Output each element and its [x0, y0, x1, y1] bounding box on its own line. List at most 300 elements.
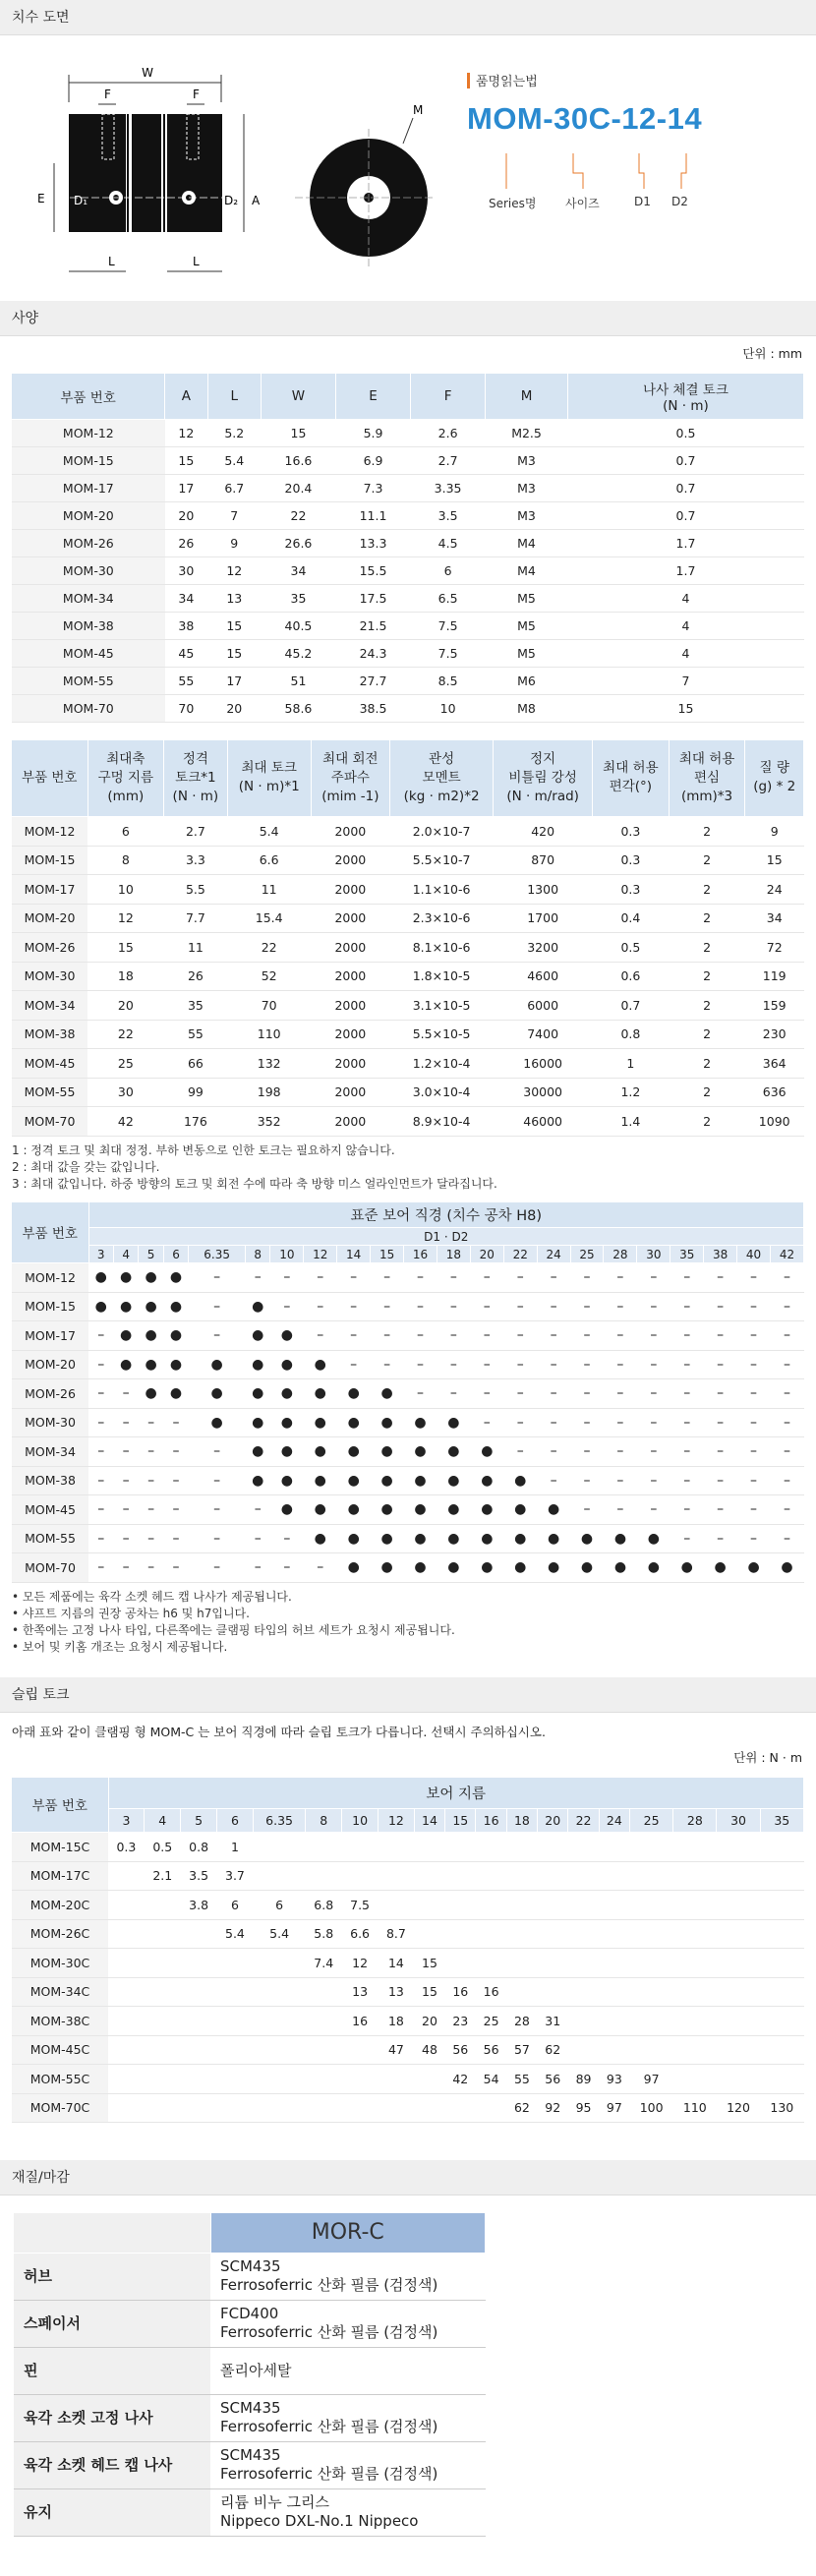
- unavailable-dash: –: [304, 1553, 337, 1583]
- unavailable-dash: –: [189, 1553, 246, 1583]
- table-cell: [538, 1919, 568, 1949]
- table-cell: 0.5: [567, 419, 803, 446]
- row-label: MOM-26C: [12, 1919, 108, 1949]
- slip-col-header: 3: [108, 1809, 145, 1833]
- row-label: MOM-17C: [12, 1861, 108, 1891]
- dim-label-f2: F: [193, 88, 200, 101]
- unavailable-dash: –: [637, 1495, 670, 1525]
- available-dot: ●: [337, 1379, 371, 1409]
- bore-row-header: 부품 번호: [12, 1202, 88, 1263]
- unavailable-dash: –: [189, 1466, 246, 1495]
- unavailable-dash: –: [337, 1263, 371, 1293]
- table-cell: [673, 1949, 717, 1978]
- unavailable-dash: –: [771, 1495, 804, 1525]
- spec1-col-header: L: [207, 374, 261, 419]
- row-label: MOM-70C: [12, 2093, 108, 2123]
- table-cell: [506, 1861, 537, 1891]
- table-cell: 2000: [311, 991, 389, 1021]
- bore-notes: [0, 1583, 816, 1656]
- table-cell: [145, 1891, 181, 1920]
- available-dot: ●: [163, 1263, 188, 1293]
- table-cell: [445, 1949, 476, 1978]
- section-spec-header: [0, 301, 816, 336]
- table-cell: [414, 1919, 444, 1949]
- unavailable-dash: –: [437, 1350, 470, 1379]
- unavailable-dash: –: [704, 1408, 737, 1437]
- table-row: [12, 639, 804, 667]
- unavailable-dash: –: [670, 1495, 704, 1525]
- table-cell: [217, 1949, 254, 1978]
- table-cell: [599, 1977, 629, 2007]
- table-cell: 6.6: [342, 1919, 379, 1949]
- table-cell: M5: [486, 584, 568, 612]
- unavailable-dash: –: [470, 1292, 503, 1321]
- table-row: [12, 1949, 804, 1978]
- unavailable-dash: –: [163, 1466, 188, 1495]
- table-cell: [476, 1861, 506, 1891]
- unavailable-dash: –: [537, 1379, 570, 1409]
- spec2-col-header: 최대축 구멍 지름 (mm): [87, 740, 164, 817]
- unavailable-dash: –: [704, 1263, 737, 1293]
- unavailable-dash: –: [737, 1350, 771, 1379]
- table-cell: 6.6: [227, 846, 311, 875]
- unavailable-dash: –: [537, 1292, 570, 1321]
- unavailable-dash: –: [637, 1379, 670, 1409]
- table-cell: 1.4: [593, 1107, 670, 1137]
- available-dot: ●: [245, 1321, 269, 1351]
- bore-col-header: 20: [470, 1246, 503, 1263]
- table-cell: [717, 2007, 760, 2036]
- unavailable-dash: –: [337, 1350, 371, 1379]
- available-dot: ●: [304, 1524, 337, 1553]
- unavailable-dash: –: [371, 1350, 404, 1379]
- available-dot: ●: [371, 1495, 404, 1525]
- table-cell: MOM-34: [12, 584, 165, 612]
- unavailable-dash: –: [113, 1524, 138, 1553]
- table-cell: 3200: [494, 933, 593, 963]
- table-cell: 12: [207, 556, 261, 584]
- unavailable-dash: –: [637, 1292, 670, 1321]
- table-cell: 7: [567, 667, 803, 694]
- table-cell: 31: [538, 2007, 568, 2036]
- available-dot: ●: [245, 1292, 269, 1321]
- table-cell: [630, 1949, 673, 1978]
- table-cell: [108, 2007, 145, 2036]
- table-cell: 16.6: [261, 446, 335, 474]
- unavailable-dash: –: [570, 1292, 604, 1321]
- table-cell: [342, 2093, 379, 2123]
- table-cell: 92: [538, 2093, 568, 2123]
- available-dot: ●: [337, 1466, 371, 1495]
- table-row: [12, 501, 804, 529]
- unavailable-dash: –: [304, 1292, 337, 1321]
- table-row: [12, 1350, 804, 1379]
- table-cell: 5.4: [227, 817, 311, 847]
- table-cell: 24: [745, 875, 804, 905]
- dim-label-f1: F: [104, 88, 111, 101]
- unavailable-dash: –: [737, 1263, 771, 1293]
- table-cell: [306, 2007, 342, 2036]
- table-cell: 70: [165, 694, 207, 722]
- table-row: [12, 556, 804, 584]
- table-cell: [760, 1949, 803, 1978]
- unavailable-dash: –: [139, 1437, 163, 1467]
- bore-col-header: 30: [637, 1246, 670, 1263]
- table-cell: [538, 1977, 568, 2007]
- unavailable-dash: –: [670, 1524, 704, 1553]
- table-cell: [414, 2065, 444, 2094]
- table-cell: 7.4: [306, 1949, 342, 1978]
- table-cell: MOM-12: [12, 419, 165, 446]
- table-cell: [506, 1977, 537, 2007]
- available-dot: ●: [737, 1553, 771, 1583]
- table-row: [12, 419, 804, 446]
- unavailable-dash: –: [113, 1437, 138, 1467]
- naming-title: 품명읽는법: [476, 75, 538, 89]
- table-cell: 3.7: [217, 1861, 254, 1891]
- available-dot: ●: [139, 1350, 163, 1379]
- available-dot: ●: [470, 1524, 503, 1553]
- table-cell: 15: [87, 933, 164, 963]
- available-dot: ●: [245, 1350, 269, 1379]
- table-cell: 13.3: [336, 529, 411, 556]
- table-cell: 6.7: [207, 474, 261, 501]
- unavailable-dash: –: [670, 1466, 704, 1495]
- unavailable-dash: –: [537, 1350, 570, 1379]
- table-row: [12, 667, 804, 694]
- table-cell: 11: [227, 875, 311, 905]
- unavailable-dash: –: [537, 1408, 570, 1437]
- bore-table: [12, 1202, 804, 1583]
- slip-col-header: 4: [145, 1809, 181, 1833]
- unavailable-dash: –: [771, 1408, 804, 1437]
- table-cell: [181, 1949, 217, 1978]
- table-cell: 15: [207, 639, 261, 667]
- table-cell: [717, 2065, 760, 2094]
- table-cell: 6.9: [336, 446, 411, 474]
- table-cell: 7.5: [411, 612, 486, 639]
- table-cell: M8: [486, 694, 568, 722]
- available-dot: ●: [163, 1379, 188, 1409]
- table-cell: [717, 1833, 760, 1862]
- unavailable-dash: –: [163, 1408, 188, 1437]
- table-cell: 8.7: [379, 1919, 415, 1949]
- table-cell: 26: [164, 962, 227, 991]
- unavailable-dash: –: [245, 1524, 269, 1553]
- dimension-drawing-area: [0, 35, 816, 283]
- table-cell: [538, 1891, 568, 1920]
- dim-label-a: A: [252, 194, 261, 207]
- table-cell: [630, 2035, 673, 2065]
- row-label: MOM-30: [12, 1408, 88, 1437]
- table-cell: M5: [486, 639, 568, 667]
- available-dot: ●: [371, 1379, 404, 1409]
- table-row: [12, 474, 804, 501]
- table-cell: 7: [207, 501, 261, 529]
- table-cell: [253, 1861, 305, 1891]
- unavailable-dash: –: [604, 1263, 637, 1293]
- naming-part-d1: D1: [634, 195, 651, 208]
- table-cell: [599, 1891, 629, 1920]
- table-cell: [445, 1861, 476, 1891]
- available-dot: ●: [113, 1350, 138, 1379]
- table-cell: 2000: [311, 1020, 389, 1049]
- unavailable-dash: –: [189, 1524, 246, 1553]
- unavailable-dash: –: [113, 1466, 138, 1495]
- available-dot: ●: [404, 1495, 437, 1525]
- table-cell: 7.7: [164, 904, 227, 933]
- table-cell: 2000: [311, 962, 389, 991]
- unavailable-dash: –: [270, 1263, 304, 1293]
- table-cell: [108, 2035, 145, 2065]
- table-cell: 25: [476, 2007, 506, 2036]
- unavailable-dash: –: [570, 1437, 604, 1467]
- table-cell: 62: [538, 2035, 568, 2065]
- table-cell: 2: [669, 817, 745, 847]
- available-dot: ●: [437, 1408, 470, 1437]
- spec1-col-header: A: [165, 374, 207, 419]
- material-label: 유지: [14, 2488, 210, 2536]
- unit-nm: 단위 : N · m: [733, 1749, 802, 1765]
- table-row: [12, 1020, 804, 1049]
- bore-title: 표준 보어 직경 (치수 공차 H8): [88, 1202, 804, 1228]
- table-cell: 97: [630, 2065, 673, 2094]
- bore-col-header: 8: [245, 1246, 269, 1263]
- section-title: 사양: [12, 311, 39, 326]
- table-cell: [760, 1861, 803, 1891]
- table-cell: [630, 1861, 673, 1891]
- table-cell: [599, 2035, 629, 2065]
- spec-notes: [0, 1137, 816, 1193]
- unavailable-dash: –: [437, 1292, 470, 1321]
- table-cell: 3.8: [181, 1891, 217, 1920]
- table-cell: 10: [411, 694, 486, 722]
- unavailable-dash: –: [270, 1292, 304, 1321]
- table-cell: M3: [486, 474, 568, 501]
- row-label: MOM-45: [12, 1495, 88, 1525]
- table-cell: 2: [669, 1078, 745, 1107]
- row-label: MOM-70: [12, 1553, 88, 1583]
- table-cell: 7.3: [336, 474, 411, 501]
- table-cell: 14: [379, 1949, 415, 1978]
- row-label: MOM-15: [12, 1292, 88, 1321]
- table-cell: [181, 1977, 217, 2007]
- unavailable-dash: –: [570, 1321, 604, 1351]
- bore-col-header: 25: [570, 1246, 604, 1263]
- slip-col-header: 25: [630, 1809, 673, 1833]
- table-cell: [630, 1977, 673, 2007]
- available-dot: ●: [113, 1263, 138, 1293]
- table-cell: [414, 1833, 444, 1862]
- table-cell: 4600: [494, 962, 593, 991]
- table-cell: 17: [165, 474, 207, 501]
- unavailable-dash: –: [245, 1553, 269, 1583]
- material-table: [14, 2213, 486, 2537]
- unavailable-dash: –: [113, 1495, 138, 1525]
- table-cell: 4.5: [411, 529, 486, 556]
- table-cell: 176: [164, 1107, 227, 1137]
- table-cell: [630, 1833, 673, 1862]
- table-row: [12, 1107, 804, 1137]
- table-cell: [181, 2093, 217, 2123]
- table-cell: [379, 2093, 415, 2123]
- bore-col-header: 4: [113, 1246, 138, 1263]
- table-cell: 1: [217, 1833, 254, 1862]
- table-cell: 30: [87, 1078, 164, 1107]
- table-cell: [306, 1833, 342, 1862]
- unavailable-dash: –: [604, 1350, 637, 1379]
- spec2-col-header: 관성 모멘트 (kg · m2)*2: [389, 740, 493, 817]
- note-line: • 한쪽에는 고정 나사 타입, 다른쪽에는 클램핑 타입의 허브 세트가 요청시 제공됩니다.: [12, 1622, 455, 1637]
- table-row: [14, 2441, 486, 2488]
- table-cell: MOM-34: [12, 991, 87, 1021]
- unavailable-dash: –: [637, 1437, 670, 1467]
- unavailable-dash: –: [737, 1321, 771, 1351]
- unavailable-dash: –: [570, 1350, 604, 1379]
- table-cell: 0.5: [145, 1833, 181, 1862]
- table-cell: [414, 1891, 444, 1920]
- table-cell: 8.5: [411, 667, 486, 694]
- spec1-col-header: 부품 번호: [12, 374, 165, 419]
- table-cell: 2: [669, 1020, 745, 1049]
- table-cell: 5.4: [217, 1919, 254, 1949]
- table-cell: 45: [165, 639, 207, 667]
- table-cell: [108, 1919, 145, 1949]
- unavailable-dash: –: [737, 1437, 771, 1467]
- row-label: MOM-34: [12, 1437, 88, 1467]
- available-dot: ●: [404, 1437, 437, 1467]
- slip-col-header: 22: [568, 1809, 599, 1833]
- table-cell: [253, 2035, 305, 2065]
- table-cell: [476, 1833, 506, 1862]
- table-cell: M3: [486, 446, 568, 474]
- unavailable-dash: –: [503, 1350, 537, 1379]
- table-cell: 15: [567, 694, 803, 722]
- spec1-col-header: F: [411, 374, 486, 419]
- table-cell: 13: [379, 1977, 415, 2007]
- spec1-col-header: 나사 체결 토크 (N · m): [567, 374, 803, 419]
- table-cell: 16: [342, 2007, 379, 2036]
- table-cell: 2: [669, 933, 745, 963]
- table-cell: 12: [165, 419, 207, 446]
- available-dot: ●: [113, 1321, 138, 1351]
- table-cell: 0.8: [593, 1020, 670, 1049]
- available-dot: ●: [637, 1553, 670, 1583]
- unavailable-dash: –: [139, 1553, 163, 1583]
- table-cell: [673, 2007, 717, 2036]
- table-cell: 0.3: [108, 1833, 145, 1862]
- table-cell: 10: [87, 875, 164, 905]
- table-cell: 15: [207, 612, 261, 639]
- unavailable-dash: –: [503, 1379, 537, 1409]
- available-dot: ●: [163, 1321, 188, 1351]
- bore-col-header: 15: [371, 1246, 404, 1263]
- table-row: [12, 2035, 804, 2065]
- unavailable-dash: –: [604, 1408, 637, 1437]
- table-cell: [568, 2035, 599, 2065]
- table-cell: [506, 1949, 537, 1978]
- available-dot: ●: [245, 1466, 269, 1495]
- dim-label-e: E: [37, 192, 45, 205]
- table-cell: [379, 1833, 415, 1862]
- table-row: [12, 1379, 804, 1409]
- table-cell: 870: [494, 846, 593, 875]
- unavailable-dash: –: [245, 1263, 269, 1293]
- table-cell: 0.3: [593, 817, 670, 847]
- table-cell: [306, 2065, 342, 2094]
- table-cell: [145, 2093, 181, 2123]
- table-cell: [181, 2065, 217, 2094]
- available-dot: ●: [270, 1321, 304, 1351]
- unavailable-dash: –: [470, 1350, 503, 1379]
- slip-col-header: 14: [414, 1809, 444, 1833]
- table-cell: MOM-45: [12, 639, 165, 667]
- table-cell: 6: [411, 556, 486, 584]
- table-cell: MOM-30: [12, 962, 87, 991]
- table-cell: MOM-55: [12, 1078, 87, 1107]
- table-cell: 4: [567, 612, 803, 639]
- available-dot: ●: [404, 1466, 437, 1495]
- available-dot: ●: [139, 1379, 163, 1409]
- table-row: [12, 1495, 804, 1525]
- hub-left: [69, 114, 126, 232]
- table-row: [12, 529, 804, 556]
- unavailable-dash: –: [404, 1350, 437, 1379]
- unavailable-dash: –: [604, 1321, 637, 1351]
- table-cell: MOM-20: [12, 501, 165, 529]
- table-cell: 51: [261, 667, 335, 694]
- table-cell: M5: [486, 612, 568, 639]
- unit-mm: 단위 : mm: [742, 346, 802, 361]
- table-cell: 3.5: [181, 1861, 217, 1891]
- unavailable-dash: –: [771, 1524, 804, 1553]
- bore-col-header: 42: [771, 1246, 804, 1263]
- unavailable-dash: –: [604, 1495, 637, 1525]
- table-cell: 0.8: [181, 1833, 217, 1862]
- table-cell: 27.7: [336, 667, 411, 694]
- bore-col-header: 5: [139, 1246, 163, 1263]
- unavailable-dash: –: [189, 1437, 246, 1467]
- table-cell: 38.5: [336, 694, 411, 722]
- slip-col-header: 24: [599, 1809, 629, 1833]
- table-cell: 2000: [311, 1049, 389, 1079]
- table-cell: [414, 2093, 444, 2123]
- available-dot: ●: [503, 1466, 537, 1495]
- table-cell: 35: [261, 584, 335, 612]
- unavailable-dash: –: [304, 1263, 337, 1293]
- unavailable-dash: –: [470, 1263, 503, 1293]
- table-cell: 3.5: [411, 501, 486, 529]
- unavailable-dash: –: [304, 1321, 337, 1351]
- table-cell: [217, 2007, 254, 2036]
- table-cell: [181, 1919, 217, 1949]
- table-cell: 56: [445, 2035, 476, 2065]
- table-row: [12, 584, 804, 612]
- table-cell: [599, 1949, 629, 1978]
- material-label: 육각 소켓 헤드 캡 나사: [14, 2441, 210, 2488]
- table-cell: 2000: [311, 875, 389, 905]
- unavailable-dash: –: [337, 1321, 371, 1351]
- unavailable-dash: –: [163, 1495, 188, 1525]
- unavailable-dash: –: [470, 1379, 503, 1409]
- table-cell: 3.1×10-5: [389, 991, 493, 1021]
- table-row: [12, 1524, 804, 1553]
- bore-col-header: 18: [437, 1246, 470, 1263]
- spec2-col-header: 최대 허용 편심 (mm)*3: [669, 740, 745, 817]
- available-dot: ●: [270, 1350, 304, 1379]
- available-dot: ●: [304, 1466, 337, 1495]
- table-cell: 159: [745, 991, 804, 1021]
